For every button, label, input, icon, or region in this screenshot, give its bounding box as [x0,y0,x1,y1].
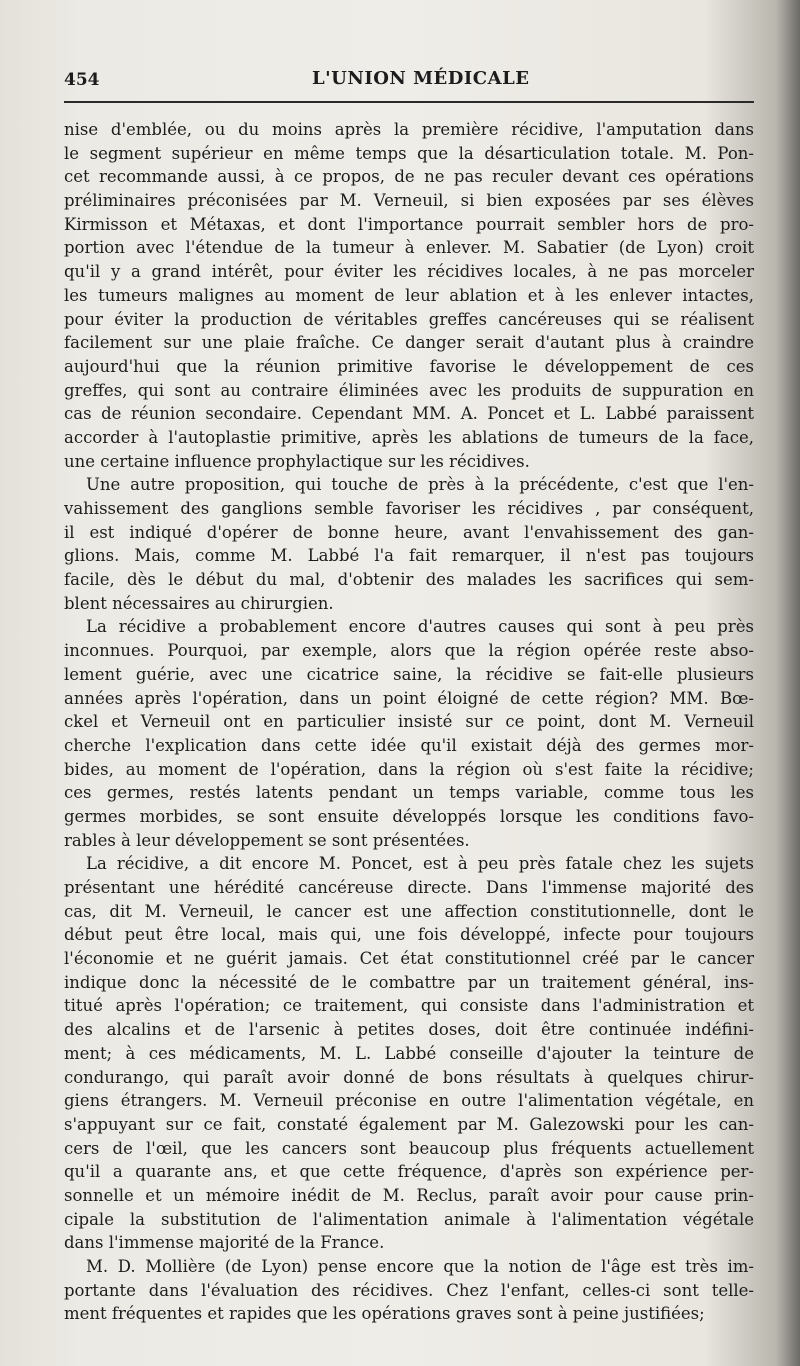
text-line: greffes, qui sont au contraire éliminées avec les produits de suppuration en [64,380,754,400]
text-line: Kirmisson et Métaxas, et dont l'importance pourrait sembler hors de pro- [64,214,754,234]
text-line: ment fréquentes et rapides que les opérations graves sont à peine justifiées; [64,1304,705,1324]
text-line: bides, au moment de l'opération, dans la région où s'est faite la récidive; [64,759,754,779]
text-line: présentant une hérédité cancéreuse directe. Dans l'immense majorité des [64,878,754,897]
text-line: s'appuyant sur ce fait, constaté également par M. Galezowski pour les can- [64,1114,754,1134]
text-line: dans l'immense majorité de la France. [64,1233,385,1253]
paragraph [64,615,754,852]
text-line: portion avec l'étendue de la tumeur à enlever. M. Sabatier (de Lyon) croit [64,238,754,258]
text-line: années après l'opération, dans un point éloigné de cette région? MM. Bœ- [64,688,754,708]
text-line: nise d'emblée, ou du moins après la première récidive, l'amputation dans [64,120,754,139]
text-line: rables à leur développement se sont présentées. [64,830,470,850]
text-line: aujourd'hui que la réunion primitive favorise le développement de ces [64,356,754,376]
text-line: accorder à l'autoplastie primitive, après les ablations de tumeurs de la face, [64,427,754,447]
text-line: indique donc la nécessité de le combattre par un traitement général, ins- [64,972,754,992]
text-line: pour éviter la production de véritables greffes cancéreuses qui se réalisent [64,309,754,329]
text-line: germes morbides, se sont ensuite développés lorsque les conditions favo- [64,806,754,826]
text-line: titué après l'opération; ce traitement, qui consiste dans l'administration et [64,996,754,1016]
page-header [64,66,754,96]
text-line: cipale la substitution de l'alimentation animale à l'alimentation végétale [64,1209,754,1229]
text-line: l'économie et ne guérit jamais. Cet état constitutionnel créé par le cancer [64,949,754,969]
text-line: giens étrangers. M. Verneuil préconise en outre l'alimentation végétale, en [64,1091,754,1111]
text-line: condurango, qui paraît avoir donné de bons résultats à quelques chirur- [64,1067,754,1087]
text-line: qu'il a quarante ans, et que cette fréquence, d'après son expérience per- [64,1162,754,1182]
text-line: il est indiqué d'opérer de bonne heure, avant l'envahissement des gan- [64,522,754,542]
text-line: ment; à ces médicaments, M. L. Labbé conseille d'ajouter la teinture de [64,1043,754,1063]
text-line: des alcalins et de l'arsenic à petites doses, doit être continuée indéfini- [64,1020,754,1040]
text-line: préliminaires préconisées par M. Verneuil, si bien exposées par ses élèves [64,191,754,211]
text-line: inconnues. Pourquoi, par exemple, alors que la région opérée reste abso- [64,641,754,661]
text-line: cas de réunion secondaire. Cependant MM. A. Poncet et L. Labbé paraissent [64,404,754,424]
text-line: le segment supérieur en même temps que la désarticulation totale. M. Pon- [64,143,754,163]
text-line: facilement sur une plaie fraîche. Ce danger serait d'autant plus à craindre [64,333,754,353]
page-number: 454 [64,70,100,90]
text-line: cherche l'explication dans cette idée qu'il existait déjà des germes mor- [64,735,754,755]
text-line: M. D. Mollière (de Lyon) pense encore que la notion de l'âge est très im- [86,1257,754,1276]
text-line: ckel et Verneuil ont en particulier insisté sur ce point, dont M. Verneuil [64,712,754,732]
text-line: cers de l'œil, que les cancers sont beaucoup plus fréquents actuellement [64,1138,754,1158]
text-line: La récidive a probablement encore d'autres causes qui sont à peu près [86,617,754,637]
paragraph [64,473,754,615]
text-line: vahissement des ganglions semble favoriser les récidives , par conséquent, [64,499,754,518]
text-line: cet recommande aussi, à ce propos, de ne pas reculer devant ces opérations [64,167,754,187]
text-line: portante dans l'évaluation des récidives. Chez l'enfant, celles-ci sont telle- [64,1280,754,1300]
text-line: facile, dès le début du mal, d'obtenir des malades les sacrifices qui sem- [64,570,754,590]
text-line: lement guérie, avec une cicatrice saine, la récidive se fait-elle plusieurs [64,664,754,684]
paragraph [64,1255,754,1326]
paragraph [64,852,754,1255]
text-line: Une autre proposition, qui touche de près à la précédente, c'est que l'en- [86,475,754,495]
text-line: début peut être local, mais qui, une fois développé, infecte pour toujours [64,925,754,945]
body-text [64,118,754,1326]
text-line: sonnelle et un mémoire inédit de M. Reclus, paraît avoir pour cause prin- [64,1185,754,1205]
text-line: les tumeurs malignes au moment de leur ablation et à les enlever intactes, [64,285,754,305]
text-line: blent nécessaires au chirurgien. [64,593,334,613]
text-line: La récidive, a dit encore M. Poncet, est à peu près fatale chez les sujets [86,854,754,874]
text-line: qu'il y a grand intérêt, pour éviter les récidives locales, à ne pas morceler [64,262,754,282]
header-rule [64,101,754,103]
text-line: une certaine influence prophylactique sur les récidives. [64,451,530,471]
text-line: cas, dit M. Verneuil, le cancer est une affection constitutionnelle, dont le [64,901,754,921]
text-line: ces germes, restés latents pendant un temps variable, comme tous les [64,783,754,803]
paragraph [64,118,754,473]
text-line: glions. Mais, comme M. Labbé l'a fait remarquer, il n'est pas toujours [64,546,754,566]
running-title: L'UNION MÉDICALE [312,68,530,89]
